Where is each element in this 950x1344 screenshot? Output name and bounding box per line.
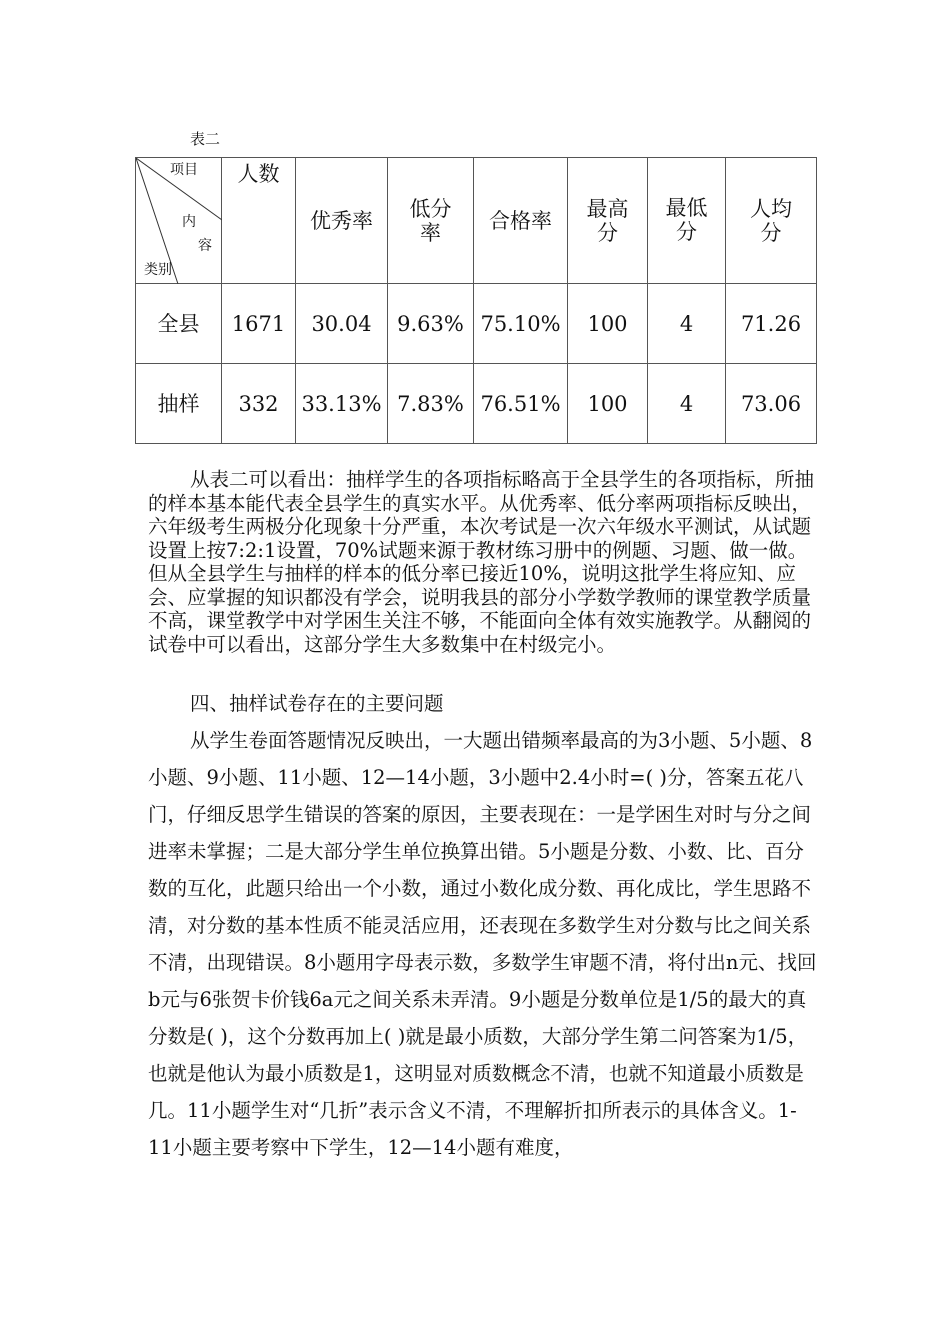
header-count: 人数 [222,158,296,284]
header-max-score: 最高 分 [568,158,648,284]
cell-count: 332 [222,364,296,444]
cell-avg-score: 73.06 [726,364,817,444]
header-min-score: 最低 分 [648,158,726,284]
diag-label-project: 项目 [170,162,198,178]
header-excellent-rate: 优秀率 [296,158,388,284]
cell-max-score: 100 [568,364,648,444]
header-avg-score: 人均 分 [726,158,817,284]
cell-count: 1671 [222,284,296,364]
cell-pass-rate: 76.51% [474,364,568,444]
diag-label-category: 类别 [144,262,172,278]
diag-label-content-1: 内 [182,214,196,230]
cell-min-score: 4 [648,284,726,364]
stats-table [135,157,817,444]
cell-max-score: 100 [568,284,648,364]
cell-low-rate: 9.63% [388,284,474,364]
header-low-rate: 低分 率 [388,158,474,284]
table-row [136,364,817,444]
cell-low-rate: 7.83% [388,364,474,444]
cell-avg-score: 71.26 [726,284,817,364]
table-header-row [136,158,817,284]
cell-excellent-rate: 30.04 [296,284,388,364]
row-label: 抽样 [136,364,222,444]
row-label: 全县 [136,284,222,364]
header-pass-rate: 合格率 [474,158,568,284]
table-caption: 表二 [190,130,221,148]
cell-min-score: 4 [648,364,726,444]
diag-label-content-2: 容 [198,238,212,254]
cell-excellent-rate: 33.13% [296,364,388,444]
cell-pass-rate: 75.10% [474,284,568,364]
diagonal-header-cell [136,158,222,284]
problems-paragraph: 从学生卷面答题情况反映出，一大题出错频率最高的为3小题、5小题、8小题、9小题、11小题、12—14小题，3小题中2.4小时=( )分，答案五花八门，仔细反思学生错误的答案的原因，主要表现在：一是学困生对时与分之间进率未掌握；二是大部分学生单位换算出错。5小题是分数、小数、比、百分数的互化，此题只给出一个小数，通过小数化成分数、再化成比，学生思路不清，对分数的基本性质不能灵活应用，还表现在多数学生对分数与比之间关系不清，出现错误。8小题用字母表示数，多数学生审题不清，将付出n元、找回b元与6张贺卡价钱6a元之间关系未弄清。9小题是分数单位是1/5的最大的真分数是( )，这个分数再加上( )就是最小质数，大部分学生第二问答案为1/5，也就是他认为最小质数是1，这明显对质数概念不清，也就不知道最小质数是几。11小题学生对“几折”表示含义不清，不理解折扣所表示的具体含义。1-11小题主要考察中下学生，12—14小题有难度， [148,729,817,1159]
section-heading: 四、抽样试卷存在的主要问题 [190,692,444,715]
table-row [136,284,817,364]
analysis-paragraph: 从表二可以看出：抽样学生的各项指标略高于全县学生的各项指标，所抽的样本基本能代表全县学生的真实水平。从优秀率、低分率两项指标反映出，六年级考生两极分化现象十分严重，本次考试是一次六年级水平测试，从试题设置上按7:2:1设置，70%试题来源于教材练习册中的例题、习题、做一做。但从全县学生与抽样的样本的低分率已接近10%，说明这批学生将应知、应会、应掌握的知识都没有学会，说明我县的部分小学数学教师的课堂教学质量不高，课堂教学中对学困生关注不够，不能面向全体有效实施教学。从翻阅的试卷中可以看出，这部分学生大多数集中在村级完小。 [148,468,815,656]
